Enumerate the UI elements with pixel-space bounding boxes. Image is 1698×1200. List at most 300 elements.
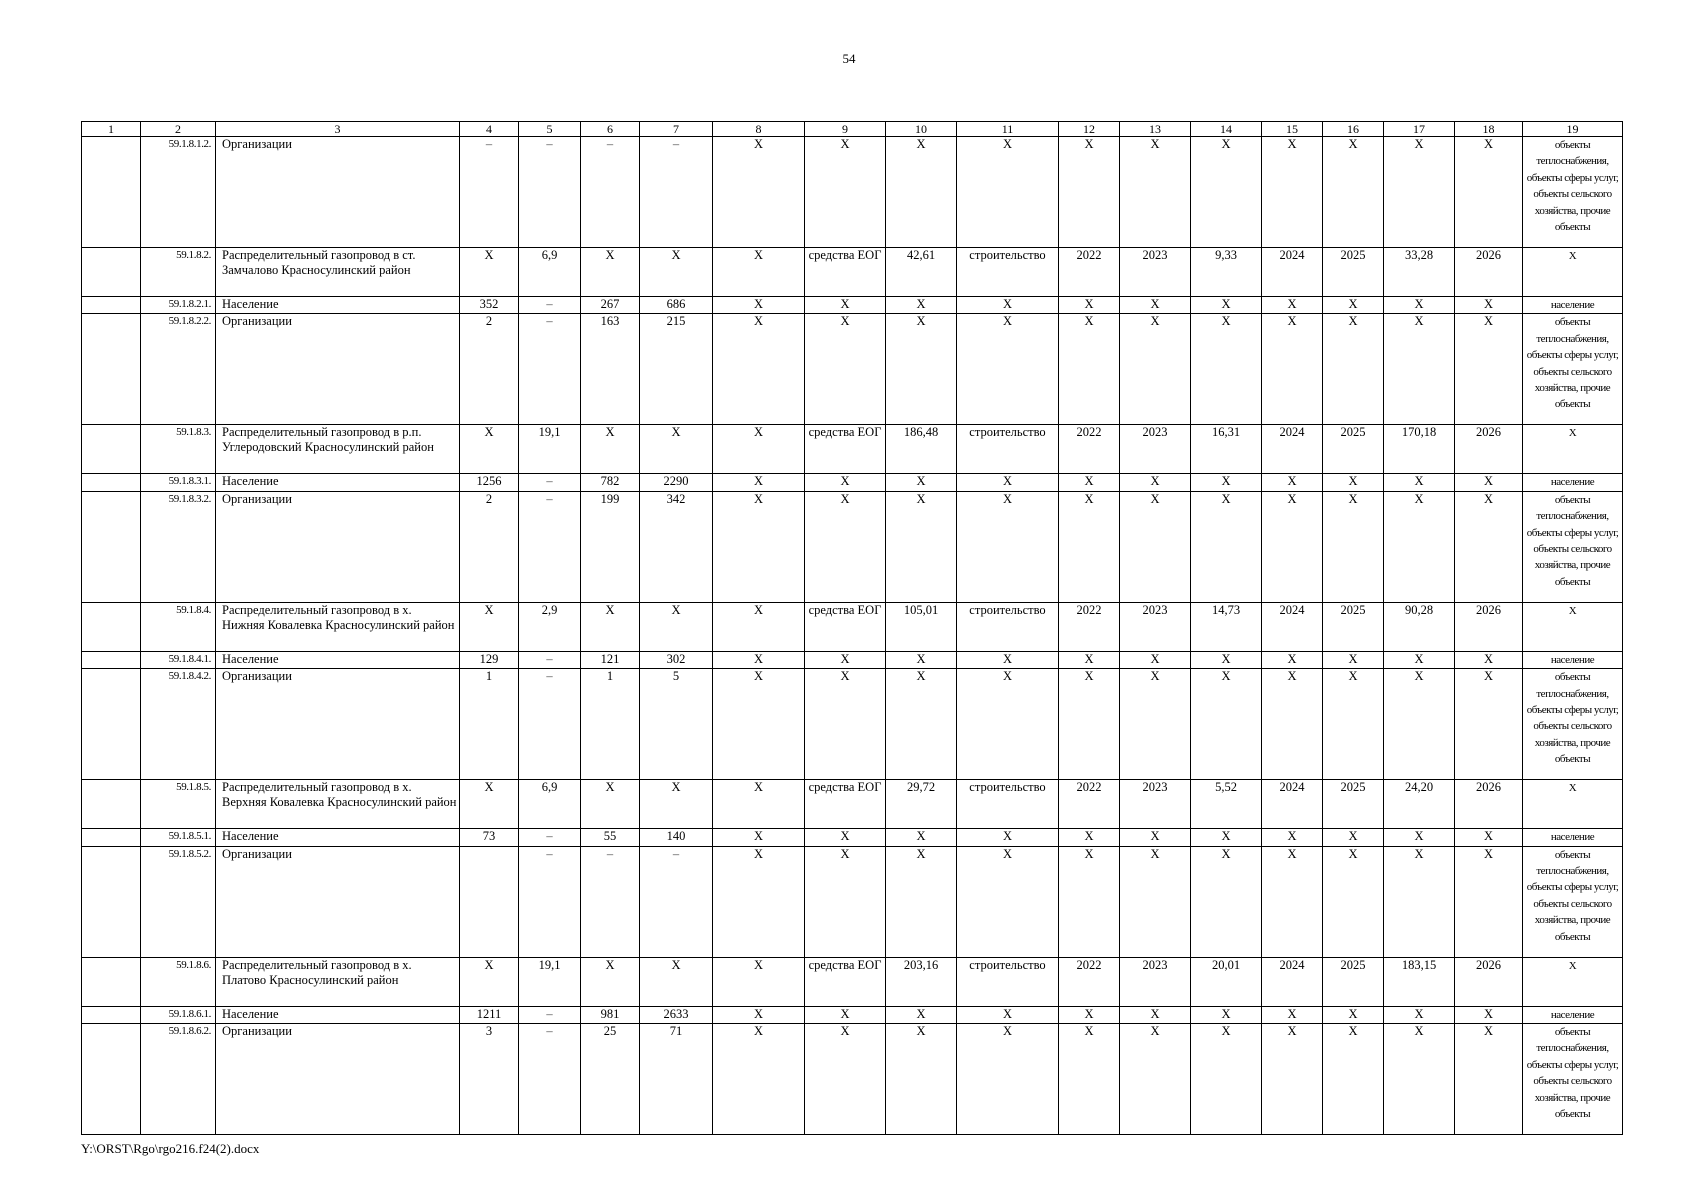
- cell-col5: –: [519, 297, 581, 314]
- cell-col14: X: [1191, 491, 1262, 602]
- cell-col17: X: [1384, 829, 1455, 846]
- cell-col15: X: [1262, 137, 1323, 248]
- cell-col11: строительство: [957, 425, 1059, 474]
- cell-col14: X: [1191, 314, 1262, 425]
- cell-col12: 2022: [1059, 602, 1120, 651]
- col-header-13: 13: [1120, 122, 1191, 137]
- cell-col15: X: [1262, 651, 1323, 668]
- row-number: 59.1.8.5.: [141, 780, 216, 829]
- cell-col10: X: [886, 297, 957, 314]
- cell-col7: 342: [640, 491, 713, 602]
- row-name: Распределительный газопровод в р.п. Углеродовский Красносулинский район: [216, 425, 460, 474]
- row-name: Распределительный газопровод в ст. Замчалово Красносулинский район: [216, 248, 460, 297]
- cell-col11: X: [957, 1024, 1059, 1135]
- row-number: 59.1.8.1.2.: [141, 137, 216, 248]
- cell-col1: [82, 248, 141, 297]
- cell-col15: X: [1262, 1006, 1323, 1023]
- row-name: Население: [216, 474, 460, 491]
- cell-col13: X: [1120, 651, 1191, 668]
- cell-col12: X: [1059, 491, 1120, 602]
- cell-col10: X: [886, 829, 957, 846]
- cell-col9: X: [805, 651, 886, 668]
- cell-col7: X: [640, 780, 713, 829]
- cell-col6: 981: [581, 1006, 640, 1023]
- cell-col4: 1211: [460, 1006, 519, 1023]
- footer-file-path: Y:\ORST\Rgo\rgo216.f24(2).docx: [81, 1141, 260, 1156]
- col-header-7: 7: [640, 122, 713, 137]
- cell-col12: X: [1059, 651, 1120, 668]
- cell-col8: X: [713, 1006, 805, 1023]
- cell-col12: X: [1059, 1006, 1120, 1023]
- consumer-category: объекты теплоснабжения, объекты сферы услуг, объекты сельского хозяйства, прочие объекты: [1523, 1024, 1623, 1135]
- cell-col18: X: [1455, 474, 1523, 491]
- row-name: Организации: [216, 669, 460, 780]
- cell-col18: 2026: [1455, 780, 1523, 829]
- cell-col1: [82, 491, 141, 602]
- organizations-row: [82, 491, 1623, 602]
- cell-col12: X: [1059, 1024, 1120, 1135]
- row-name: Население: [216, 651, 460, 668]
- cell-col10: 186,48: [886, 425, 957, 474]
- cell-col13: X: [1120, 1024, 1191, 1135]
- cell-col1: [82, 651, 141, 668]
- cell-col15: X: [1262, 474, 1323, 491]
- cell-col6: –: [581, 137, 640, 248]
- consumer-category: объекты теплоснабжения, объекты сферы услуг, объекты сельского хозяйства, прочие объекты: [1523, 846, 1623, 957]
- cell-col7: 140: [640, 829, 713, 846]
- col-header-18: 18: [1455, 122, 1523, 137]
- cell-col13: X: [1120, 1006, 1191, 1023]
- organizations-row: [82, 846, 1623, 957]
- consumer-category: X: [1523, 602, 1623, 651]
- cell-col17: X: [1384, 314, 1455, 425]
- col-header-10: 10: [886, 122, 957, 137]
- cell-col12: 2022: [1059, 780, 1120, 829]
- cell-col14: 14,73: [1191, 602, 1262, 651]
- cell-col17: X: [1384, 846, 1455, 957]
- cell-col8: X: [713, 297, 805, 314]
- consumer-category: население: [1523, 651, 1623, 668]
- population-row: [82, 829, 1623, 846]
- cell-col13: X: [1120, 137, 1191, 248]
- cell-col18: X: [1455, 829, 1523, 846]
- col-header-17: 17: [1384, 122, 1455, 137]
- cell-col6: 55: [581, 829, 640, 846]
- cell-col7: 302: [640, 651, 713, 668]
- cell-col6: X: [581, 248, 640, 297]
- cell-col9: X: [805, 137, 886, 248]
- row-name: Население: [216, 297, 460, 314]
- cell-col15: X: [1262, 491, 1323, 602]
- cell-col11: X: [957, 137, 1059, 248]
- cell-col5: –: [519, 474, 581, 491]
- cell-col17: 24,20: [1384, 780, 1455, 829]
- cell-col11: строительство: [957, 957, 1059, 1006]
- cell-col12: 2022: [1059, 957, 1120, 1006]
- cell-col10: 29,72: [886, 780, 957, 829]
- cell-col16: X: [1323, 137, 1384, 248]
- cell-col15: 2024: [1262, 780, 1323, 829]
- col-header-19: 19: [1523, 122, 1623, 137]
- cell-col5: –: [519, 651, 581, 668]
- cell-col15: 2024: [1262, 425, 1323, 474]
- cell-col4: 2: [460, 314, 519, 425]
- cell-col9: X: [805, 297, 886, 314]
- row-name: Организации: [216, 491, 460, 602]
- cell-col11: X: [957, 669, 1059, 780]
- cell-col18: X: [1455, 846, 1523, 957]
- cell-col16: 2025: [1323, 957, 1384, 1006]
- data-table-container: [81, 121, 1623, 1135]
- cell-col12: 2022: [1059, 425, 1120, 474]
- cell-col1: [82, 780, 141, 829]
- cell-col14: X: [1191, 829, 1262, 846]
- cell-col8: X: [713, 602, 805, 651]
- consumer-category: население: [1523, 1006, 1623, 1023]
- cell-col6: 199: [581, 491, 640, 602]
- cell-col17: X: [1384, 669, 1455, 780]
- cell-col18: 2026: [1455, 957, 1523, 1006]
- cell-col10: X: [886, 314, 957, 425]
- cell-col18: 2026: [1455, 425, 1523, 474]
- pipeline-row: [82, 248, 1623, 297]
- cell-col6: 163: [581, 314, 640, 425]
- consumer-category: X: [1523, 248, 1623, 297]
- row-number: 59.1.8.5.2.: [141, 846, 216, 957]
- cell-col14: X: [1191, 846, 1262, 957]
- population-row: [82, 1006, 1623, 1023]
- row-number: 59.1.8.3.1.: [141, 474, 216, 491]
- cell-col13: X: [1120, 846, 1191, 957]
- cell-col11: X: [957, 314, 1059, 425]
- cell-col6: X: [581, 425, 640, 474]
- cell-col15: 2024: [1262, 957, 1323, 1006]
- pipeline-row: [82, 602, 1623, 651]
- row-number: 59.1.8.6.1.: [141, 1006, 216, 1023]
- col-header-3: 3: [216, 122, 460, 137]
- cell-col16: X: [1323, 297, 1384, 314]
- consumer-category: население: [1523, 297, 1623, 314]
- cell-col8: X: [713, 314, 805, 425]
- cell-col14: X: [1191, 1006, 1262, 1023]
- cell-col4: 2: [460, 491, 519, 602]
- row-name: Население: [216, 1006, 460, 1023]
- row-number: 59.1.8.3.: [141, 425, 216, 474]
- cell-col7: 71: [640, 1024, 713, 1135]
- pipeline-row: [82, 780, 1623, 829]
- cell-col15: X: [1262, 1024, 1323, 1135]
- cell-col8: X: [713, 491, 805, 602]
- consumer-category: X: [1523, 425, 1623, 474]
- col-header-1: 1: [82, 122, 141, 137]
- cell-col1: [82, 1024, 141, 1135]
- col-header-15: 15: [1262, 122, 1323, 137]
- cell-col14: X: [1191, 1024, 1262, 1135]
- cell-col17: 33,28: [1384, 248, 1455, 297]
- cell-col1: [82, 957, 141, 1006]
- cell-col9: средства ЕОГ: [805, 780, 886, 829]
- cell-col16: 2025: [1323, 248, 1384, 297]
- cell-col13: X: [1120, 297, 1191, 314]
- cell-col4: X: [460, 248, 519, 297]
- cell-col12: X: [1059, 314, 1120, 425]
- cell-col1: [82, 602, 141, 651]
- cell-col5: 19,1: [519, 425, 581, 474]
- row-number: 59.1.8.4.2.: [141, 669, 216, 780]
- cell-col7: 215: [640, 314, 713, 425]
- organizations-row: [82, 669, 1623, 780]
- cell-col10: X: [886, 137, 957, 248]
- cell-col6: 121: [581, 651, 640, 668]
- cell-col15: 2024: [1262, 248, 1323, 297]
- cell-col16: 2025: [1323, 425, 1384, 474]
- cell-col6: 25: [581, 1024, 640, 1135]
- cell-col18: X: [1455, 137, 1523, 248]
- cell-col9: X: [805, 669, 886, 780]
- cell-col10: 105,01: [886, 602, 957, 651]
- cell-col8: X: [713, 957, 805, 1006]
- cell-col8: X: [713, 669, 805, 780]
- cell-col5: –: [519, 491, 581, 602]
- cell-col11: X: [957, 491, 1059, 602]
- cell-col18: X: [1455, 491, 1523, 602]
- cell-col9: X: [805, 491, 886, 602]
- cell-col13: 2023: [1120, 425, 1191, 474]
- cell-col6: X: [581, 780, 640, 829]
- cell-col4: 73: [460, 829, 519, 846]
- cell-col9: X: [805, 1024, 886, 1135]
- cell-col8: X: [713, 829, 805, 846]
- cell-col18: X: [1455, 1024, 1523, 1135]
- row-number: 59.1.8.2.: [141, 248, 216, 297]
- cell-col16: X: [1323, 474, 1384, 491]
- cell-col15: X: [1262, 297, 1323, 314]
- cell-col5: –: [519, 1024, 581, 1135]
- cell-col5: –: [519, 846, 581, 957]
- cell-col7: X: [640, 957, 713, 1006]
- row-name: Распределительный газопровод в х. Платово Красносулинский район: [216, 957, 460, 1006]
- cell-col6: X: [581, 957, 640, 1006]
- row-name: Организации: [216, 846, 460, 957]
- cell-col9: X: [805, 474, 886, 491]
- cell-col9: X: [805, 1006, 886, 1023]
- cell-col18: 2026: [1455, 602, 1523, 651]
- cell-col12: X: [1059, 829, 1120, 846]
- col-header-8: 8: [713, 122, 805, 137]
- cell-col15: 2024: [1262, 602, 1323, 651]
- cell-col8: X: [713, 651, 805, 668]
- consumer-category: население: [1523, 829, 1623, 846]
- cell-col11: X: [957, 1006, 1059, 1023]
- col-header-12: 12: [1059, 122, 1120, 137]
- cell-col9: средства ЕОГ: [805, 248, 886, 297]
- row-number: 59.1.8.3.2.: [141, 491, 216, 602]
- col-header-6: 6: [581, 122, 640, 137]
- cell-col10: 42,61: [886, 248, 957, 297]
- cell-col17: 90,28: [1384, 602, 1455, 651]
- col-header-4: 4: [460, 122, 519, 137]
- cell-col10: X: [886, 651, 957, 668]
- col-header-9: 9: [805, 122, 886, 137]
- cell-col7: 5: [640, 669, 713, 780]
- cell-col13: X: [1120, 491, 1191, 602]
- row-number: 59.1.8.2.1.: [141, 297, 216, 314]
- cell-col10: X: [886, 1024, 957, 1135]
- row-name: Распределительный газопровод в х. Верхняя Ковалевка Красносулинский район: [216, 780, 460, 829]
- cell-col14: X: [1191, 651, 1262, 668]
- cell-col16: 2025: [1323, 780, 1384, 829]
- cell-col18: X: [1455, 297, 1523, 314]
- cell-col9: X: [805, 314, 886, 425]
- cell-col14: X: [1191, 474, 1262, 491]
- cell-col4: X: [460, 425, 519, 474]
- cell-col12: X: [1059, 669, 1120, 780]
- cell-col5: –: [519, 829, 581, 846]
- cell-col8: X: [713, 1024, 805, 1135]
- cell-col7: 2633: [640, 1006, 713, 1023]
- cell-col16: 2025: [1323, 602, 1384, 651]
- cell-col8: X: [713, 780, 805, 829]
- cell-col16: X: [1323, 1024, 1384, 1135]
- cell-col1: [82, 314, 141, 425]
- cell-col4: X: [460, 780, 519, 829]
- cell-col8: X: [713, 846, 805, 957]
- cell-col6: –: [581, 846, 640, 957]
- cell-col17: 183,15: [1384, 957, 1455, 1006]
- cell-col1: [82, 669, 141, 780]
- cell-col7: –: [640, 137, 713, 248]
- cell-col5: –: [519, 137, 581, 248]
- cell-col10: X: [886, 846, 957, 957]
- pipeline-row: [82, 957, 1623, 1006]
- cell-col5: 2,9: [519, 602, 581, 651]
- cell-col10: X: [886, 669, 957, 780]
- cell-col1: [82, 829, 141, 846]
- cell-col11: строительство: [957, 602, 1059, 651]
- cell-col17: X: [1384, 297, 1455, 314]
- cell-col9: средства ЕОГ: [805, 425, 886, 474]
- population-row: [82, 474, 1623, 491]
- row-name: Организации: [216, 1024, 460, 1135]
- cell-col7: 686: [640, 297, 713, 314]
- col-header-2: 2: [141, 122, 216, 137]
- cell-col14: X: [1191, 669, 1262, 780]
- cell-col12: X: [1059, 474, 1120, 491]
- cell-col13: 2023: [1120, 780, 1191, 829]
- cell-col4: X: [460, 602, 519, 651]
- pipeline-row: [82, 425, 1623, 474]
- cell-col15: X: [1262, 829, 1323, 846]
- cell-col6: 782: [581, 474, 640, 491]
- cell-col10: 203,16: [886, 957, 957, 1006]
- cell-col16: X: [1323, 651, 1384, 668]
- cell-col13: X: [1120, 669, 1191, 780]
- cell-col6: X: [581, 602, 640, 651]
- cell-col11: строительство: [957, 780, 1059, 829]
- row-number: 59.1.8.4.1.: [141, 651, 216, 668]
- cell-col12: X: [1059, 137, 1120, 248]
- cell-col11: X: [957, 651, 1059, 668]
- cell-col4: X: [460, 957, 519, 1006]
- cell-col12: X: [1059, 297, 1120, 314]
- cell-col15: X: [1262, 846, 1323, 957]
- row-name: Население: [216, 829, 460, 846]
- consumer-category: объекты теплоснабжения, объекты сферы услуг, объекты сельского хозяйства, прочие объекты: [1523, 491, 1623, 602]
- cell-col1: [82, 1006, 141, 1023]
- cell-col13: X: [1120, 474, 1191, 491]
- cell-col4: 1: [460, 669, 519, 780]
- cell-col14: X: [1191, 137, 1262, 248]
- cell-col16: X: [1323, 314, 1384, 425]
- cell-col13: X: [1120, 314, 1191, 425]
- cell-col18: X: [1455, 314, 1523, 425]
- cell-col5: –: [519, 669, 581, 780]
- organizations-row: [82, 1024, 1623, 1135]
- col-header-14: 14: [1191, 122, 1262, 137]
- cell-col16: X: [1323, 846, 1384, 957]
- consumer-category: население: [1523, 474, 1623, 491]
- cell-col10: X: [886, 491, 957, 602]
- row-name: Организации: [216, 314, 460, 425]
- cell-col17: X: [1384, 1024, 1455, 1135]
- cell-col16: X: [1323, 669, 1384, 780]
- cell-col9: X: [805, 846, 886, 957]
- col-header-11: 11: [957, 122, 1059, 137]
- cell-col13: 2023: [1120, 957, 1191, 1006]
- cell-col17: X: [1384, 474, 1455, 491]
- cell-col4: [460, 846, 519, 957]
- cell-col11: строительство: [957, 248, 1059, 297]
- cell-col13: 2023: [1120, 248, 1191, 297]
- cell-col17: X: [1384, 137, 1455, 248]
- cell-col9: X: [805, 829, 886, 846]
- row-number: 59.1.8.4.: [141, 602, 216, 651]
- cell-col13: X: [1120, 829, 1191, 846]
- consumer-category: объекты теплоснабжения, объекты сферы услуг, объекты сельского хозяйства, прочие объекты: [1523, 314, 1623, 425]
- cell-col4: 1256: [460, 474, 519, 491]
- cell-col8: X: [713, 137, 805, 248]
- cell-col4: 3: [460, 1024, 519, 1135]
- cell-col4: 352: [460, 297, 519, 314]
- cell-col12: 2022: [1059, 248, 1120, 297]
- cell-col11: X: [957, 297, 1059, 314]
- cell-col10: X: [886, 474, 957, 491]
- cell-col1: [82, 474, 141, 491]
- cell-col1: [82, 425, 141, 474]
- cell-col17: X: [1384, 1006, 1455, 1023]
- cell-col5: 6,9: [519, 780, 581, 829]
- cell-col6: 267: [581, 297, 640, 314]
- organizations-row: [82, 314, 1623, 425]
- cell-col8: X: [713, 425, 805, 474]
- cell-col16: X: [1323, 1006, 1384, 1023]
- cell-col18: X: [1455, 1006, 1523, 1023]
- cell-col14: 9,33: [1191, 248, 1262, 297]
- cell-col8: X: [713, 248, 805, 297]
- row-number: 59.1.8.5.1.: [141, 829, 216, 846]
- cell-col7: X: [640, 248, 713, 297]
- cell-col7: 2290: [640, 474, 713, 491]
- cell-col18: 2026: [1455, 248, 1523, 297]
- cell-col18: X: [1455, 651, 1523, 668]
- page-number: 54: [842, 51, 856, 66]
- cell-col17: X: [1384, 491, 1455, 602]
- cell-col17: 170,18: [1384, 425, 1455, 474]
- column-number-row: [82, 122, 1623, 137]
- cell-col16: X: [1323, 829, 1384, 846]
- consumer-category: X: [1523, 957, 1623, 1006]
- cell-col17: X: [1384, 651, 1455, 668]
